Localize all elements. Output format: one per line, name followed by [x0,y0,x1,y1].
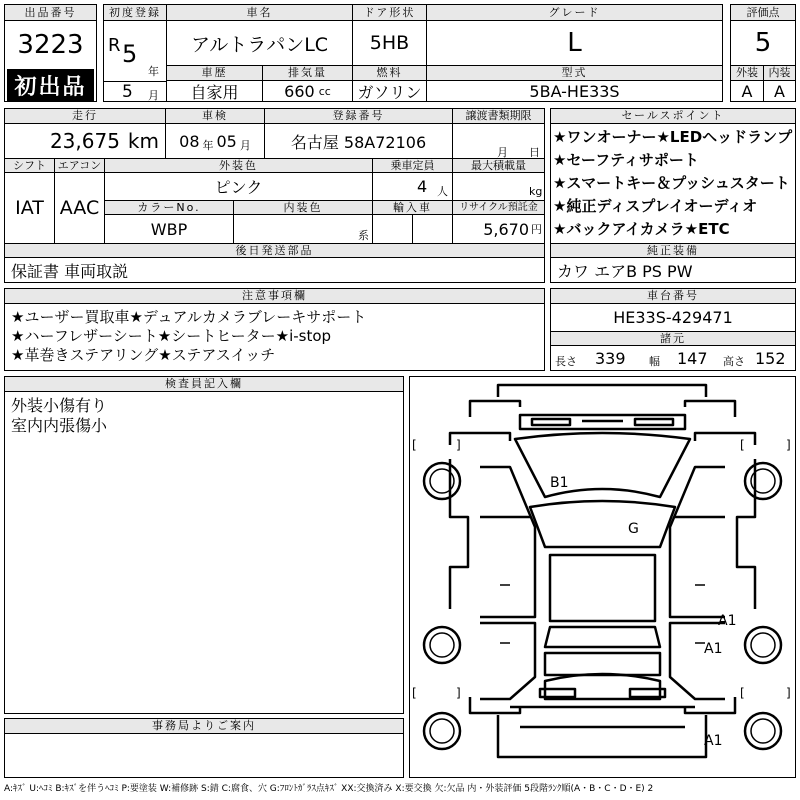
length: 339 [595,349,626,368]
inspector-lines [5,394,403,454]
color-no-label: カラーNo. [104,200,233,215]
lot-number-box [4,4,97,102]
capacity: 4 [417,177,428,196]
equipment-label: 純正装備 [551,243,795,258]
specs-label: 諸元 [551,331,795,346]
mark-g: G [628,521,639,537]
equipment: カワ エアB PS PW [557,261,693,281]
int-color-label: 内装色 [233,200,372,215]
bracket-fl-close: ] [456,438,461,452]
sales-point: ★純正ディスプレイオーディオ [553,197,758,215]
ac-label: エアコン [54,158,104,173]
displacement-unit: cc [318,84,331,98]
notes-box [4,288,545,371]
inspection-year-unit: 年 [202,139,214,152]
inspection-month: 05 [216,131,237,151]
notes-label: 注意事項欄 [5,289,544,304]
inspector-line: 室内内張傷小 [11,416,108,435]
mark-a1-rear-door: A1 [718,613,737,629]
color-label: 外装色 [104,158,372,173]
history: 自家用 [166,81,262,101]
sales-point: ★セーフティサポート [553,151,699,169]
reg-era: R [108,35,121,56]
mark-a1-rear-bumper: A1 [704,733,723,749]
lot-number: 3223 [17,30,84,60]
model-code: 5BA-HE33S [426,81,722,101]
recycle-unit: 円 [531,223,542,236]
width-label: 幅 [649,355,660,368]
office-label: 事務局よりご案内 [5,719,403,734]
history-label: 車歴 [166,65,262,81]
load-cell [452,173,544,200]
sales-point: ★ワンオーナー★LEDヘッドランプ [553,128,793,146]
sales-points-list [551,126,795,242]
width: 147 [677,349,708,368]
fuel-label: 燃料 [352,65,426,81]
shift: IAT [15,197,44,219]
inspector-box [4,376,404,714]
mileage-unit: km [127,129,159,153]
score-label: 評価点 [731,5,795,21]
lot-number-label: 出品番号 [5,5,96,21]
chassis-number: HE33S-429471 [613,308,733,327]
capacity-label: 乗車定員 [372,158,452,173]
transfer-label: 譲渡書類期限 [452,109,544,124]
plate-label: 登録番号 [264,109,452,124]
score: 5 [754,28,772,58]
inspection-month-unit: 月 [239,139,251,152]
mileage-cell [5,124,165,158]
bracket-rr-close: ] [786,686,791,700]
notes-lines [5,306,544,370]
inspection-cell [165,124,264,158]
score-box [730,4,796,102]
reg-month: 5 [122,82,133,101]
car-diagram-box [409,376,796,778]
transfer-day-unit: 日 [529,146,540,158]
sales-point: ★スマートキー＆プッシュスタート [553,174,790,192]
body-color: ピンク [104,173,372,200]
load-label: 最大積載量 [452,158,544,173]
inspection-year: 08 [179,131,200,151]
inspector-label: 検査員記入欄 [5,377,403,392]
displacement: 660 [284,81,315,101]
height-label: 高さ [723,355,745,368]
height: 152 [755,349,786,368]
bracket-rl-close: ] [456,686,461,700]
month-cell [104,81,166,101]
interior-label: 内装 [763,65,795,81]
reg-year-label: 初度登録 [104,5,166,21]
int-color-unit: 系 [358,229,369,242]
car-name: アルトラパンLC [166,21,352,65]
details-table [4,108,545,283]
mileage: 23,675 [49,129,120,153]
inspector-line: 外装小傷有り [11,396,108,415]
capacity-cell [372,173,452,200]
chassis-label: 車台番号 [551,289,795,304]
reg-year-unit: 年 [148,65,159,78]
load-unit: kg [529,185,543,198]
transfer-cell [452,124,544,158]
color-number: WBP [104,215,233,243]
note-line: ★ハーフレザーシート★シートヒーター★i-stop [11,327,332,345]
mark-b1: B1 [550,475,569,491]
dimensions-row [551,346,795,370]
bracket-rr-open: [ [740,686,745,700]
legend: A:ｷｽﾞ U:ﾍｺﾐ B:ｷｽﾞを伴うﾍｺﾐ P:要塗装 W:補修跡 S:錆 C:腐食、穴 G:ﾌﾛﾝﾄｶﾞﾗｽ点ｷｽﾞ XX:交換済み X:要交換 欠:欠品 内・外装評価 5段階ﾗﾝｸ順(A・B・C・D・E) 2 [4,784,654,794]
vehicle-header [103,4,723,102]
exterior-label: 外装 [731,65,763,81]
recycle-label: リサイクル預託金 [452,200,544,215]
bracket-fr-close: ] [786,438,791,452]
first-listing-badge: 初出品 [7,69,94,101]
chassis-box [550,288,796,371]
mark-a1-rear-fender: A1 [704,641,723,657]
displacement-label: 排気量 [262,65,352,81]
recycle-cell [452,215,544,243]
door-type: 5HB [352,21,426,65]
reg-year: 5 [122,40,138,68]
inspection-label: 車検 [165,109,264,124]
fuel: ガソリン [352,81,426,101]
after-parts-label: 後日発送部品 [5,243,544,258]
int-color-cell [233,215,372,243]
recycle-fee: 5,670 [483,219,529,239]
bracket-rl-open: [ [412,686,417,700]
ac: AAC [54,173,104,243]
grade: L [426,21,722,65]
grade-label: グレード [426,5,722,21]
sales-point: ★バックアイカメラ★ETC [553,220,730,238]
door-label: ドア形状 [352,5,426,21]
import-cell-2 [412,215,452,243]
model-label: 型式 [426,65,722,81]
plate-number: 名古屋 58A72106 [264,124,452,158]
note-line: ★ユーザー買取車★デュアルカメラブレーキサポート [11,308,367,326]
office-box [4,718,404,778]
transfer-month-unit: 月 [497,146,508,158]
mileage-label: 走行 [5,109,165,124]
capacity-unit: 人 [437,185,448,198]
sales-points-box [550,108,796,283]
exterior-grade: A [741,81,753,101]
after-parts: 保証書 車両取説 [11,261,129,281]
car-name-label: 車名 [166,5,352,21]
bracket-fl-open: [ [412,438,417,452]
length-label: 長さ [555,355,577,368]
car-diagram [410,377,795,777]
import-label: 輸入車 [372,200,452,215]
sales-points-label: セールスポイント [551,109,795,124]
bracket-fr-open: [ [740,438,745,452]
shift-label: シフト [5,158,54,173]
note-line: ★革巻きステアリング★ステアスイッチ [11,346,276,364]
import-cell [372,215,412,243]
reg-month-unit: 月 [148,89,159,101]
interior-grade: A [763,81,795,101]
displacement-cell [262,81,352,101]
